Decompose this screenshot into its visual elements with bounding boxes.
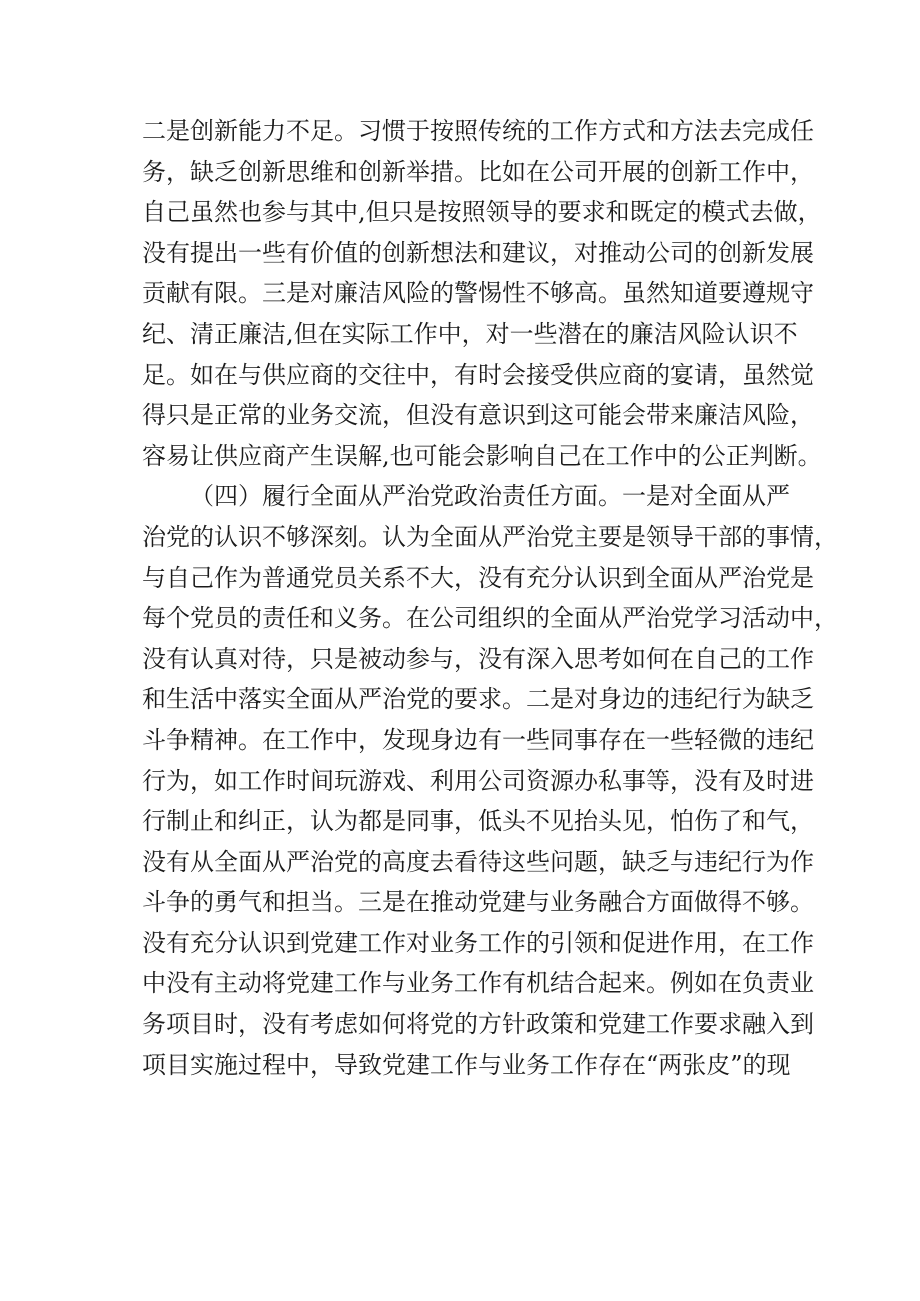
text-line: 行为，如工作时间玩游戏、利用公司资源办私事等，没有及时进 [142,766,814,795]
text-line: 治党的认识不够深刻。认为全面从严治党主要是领导干部的事情， [142,522,838,551]
text-line: 贡献有限。三是对廉洁风险的警惕性不够高。虽然知道要遵规守 [142,279,814,308]
text-line: 斗争的勇气和担当。三是在推动党建与业务融合方面做得不够。 [142,888,814,917]
text-line: 没有从全面从严治党的高度去看待这些问题，缺乏与违纪行为作 [142,847,814,876]
text-line: 纪、清正廉洁,但在实际工作中，对一些潜在的廉洁风险认识不 [142,319,798,348]
section-heading-line: （四）履行全面从严治党政治责任方面。一是对全面从严 [190,482,790,511]
text-line: 二是创新能力不足。习惯于按照传统的工作方式和方法去完成任 [142,117,814,145]
text-line: 容易让供应商产生误解,也可能会影响自己在工作中的公正判断。 [142,441,822,470]
text-line: 中没有主动将党建工作与业务工作有机结合起来。例如在负责业 [142,969,814,998]
text-line: 和生活中落实全面从严治党的要求。二是对身边的违纪行为缺乏 [142,685,814,714]
text-line: 足。如在与供应商的交往中，有时会接受供应商的宴请，虽然觉 [142,360,814,389]
text-line: 与自己作为普通党员关系不大，没有充分认识到全面从严治党是 [142,563,814,592]
text-line: 得只是正常的业务交流，但没有意识到这可能会带来廉洁风险， [142,401,814,430]
text-line: 行制止和纠正，认为都是同事，低头不见抬头见，怕伤了和气， [142,807,814,836]
text-line: 务项目时，没有考虑如何将党的方针政策和党建工作要求融入到 [142,1010,814,1039]
text-line: 没有提出一些有价值的创新想法和建议，对推动公司的创新发展 [142,238,814,267]
text-line: 自己虽然也参与其中,但只是按照领导的要求和既定的模式去做， [142,198,822,227]
text-line: 项目实施过程中，导致党建工作与业务工作存在“两张皮”的现 [142,1050,791,1079]
text-line: 每个党员的责任和义务。在公司组织的全面从严治党学习活动中， [142,604,838,633]
text-line: 没有认真对待，只是被动参与，没有深入思考如何在自己的工作 [142,644,814,673]
body-text [142,111,838,1085]
text-line: 斗争精神。在工作中，发现身边有一些同事存在一些轻微的违纪 [142,725,814,754]
text-line: 务，缺乏创新思维和创新举措。比如在公司开展的创新工作中， [142,157,814,186]
text-line: 没有充分认识到党建工作对业务工作的引领和促进作用，在工作 [142,928,814,957]
